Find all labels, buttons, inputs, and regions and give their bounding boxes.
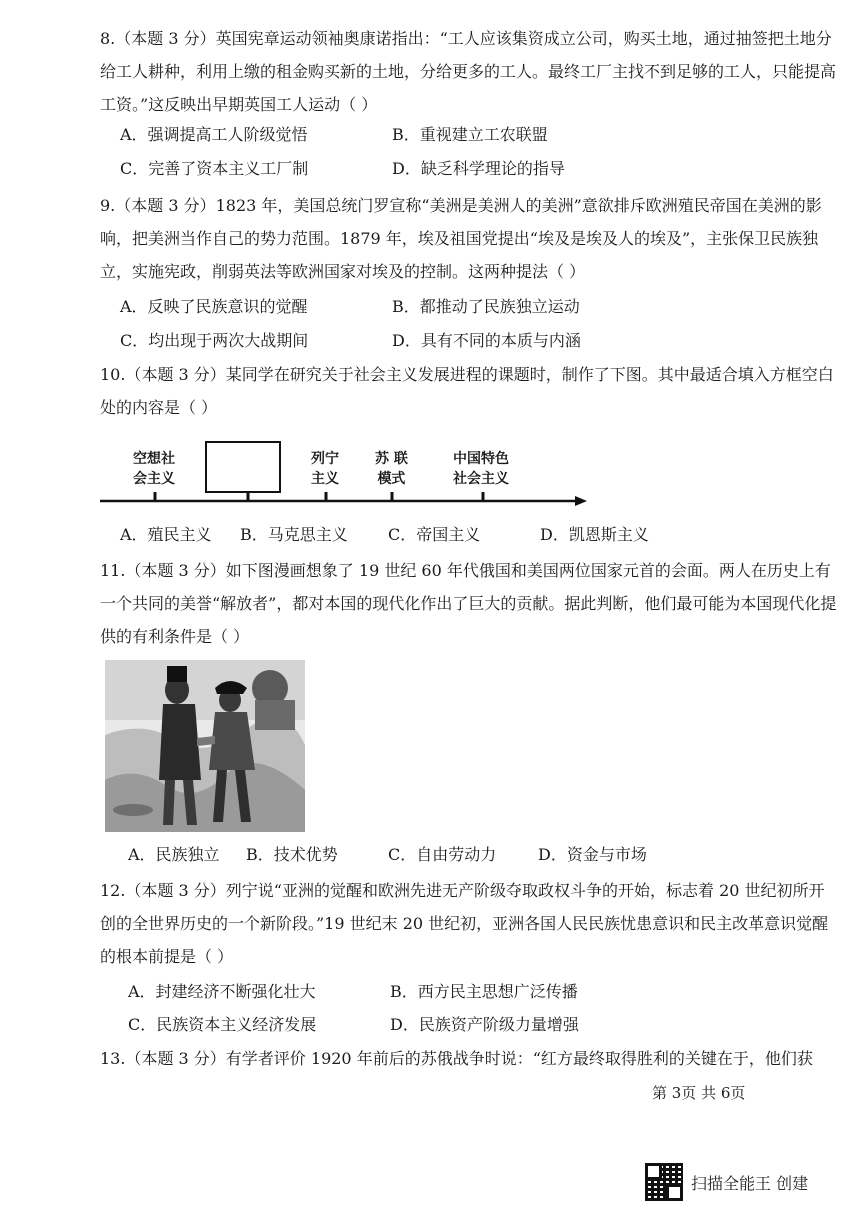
socialism-timeline [100, 440, 590, 510]
timeline-label-leninism: 列宁 主义 [311, 451, 339, 487]
q8-option-d[interactable]: D．缺乏科学理论的指导 [392, 159, 565, 178]
question-11-stem: 11.（本题 3 分）如下图漫画想象了 19 世纪 60 年代俄国和美国两位国家元首的会面。两人在历史上有一个共同的美誉“解放者”，都对本国的现代化作出了巨大的贡献。据此判断，他们最可能为本国现代化提供的有利条件是（ ） [100, 561, 837, 646]
q12-option-b[interactable]: B．西方民主思想广泛传播 [390, 982, 578, 1001]
question-9-stem: 9.（本题 3 分）1823 年，美国总统门罗宣称“美洲是美洲人的美洲”意欲排斥欧洲殖民帝国在美洲的影响，把美洲当作自己的势力范围。1879 年，埃及祖国党提出“埃及是埃及人的埃及”，主张保卫民族独立，实施宪政，削弱英法等欧洲国家对埃及的控制。这两种提法（ ） [100, 196, 822, 281]
timeline-label-soviet-model: 苏 联 模式 [375, 451, 408, 487]
q10-option-b[interactable]: B．马克思主义 [240, 525, 348, 544]
page-number: 第 3页 共 6页 [652, 1084, 746, 1102]
timeline-label-utopian: 空想社 会主义 [133, 451, 175, 487]
question-13-stem: 13.（本题 3 分）有学者评价 1920 年前后的苏俄战争时说：“红方最终取得胜利的关键在于，他们获 [100, 1049, 813, 1068]
question-8-stem: 8.（本题 3 分）英国宪章运动领袖奥康诺指出：“工人应该集资成立公司，购买土地，通过抽签把土地分给工人耕种，利用上缴的租金购买新的土地，分给更多的工人。最终工厂主找不到足够的工人，只能提高工资。”这反映出早期英国工人运动（ ） [100, 29, 837, 114]
scanner-watermark [645, 1163, 808, 1201]
q10-option-d[interactable]: D．凯恩斯主义 [540, 525, 649, 544]
timeline-blank-box[interactable] [206, 442, 280, 492]
q11-option-b[interactable]: B．技术优势 [246, 845, 338, 864]
question-12-stem: 12.（本题 3 分）列宁说“亚洲的觉醒和欧洲先进无产阶级夺取政权斗争的开始，标志着 20 世纪初所开创的全世界历史的一个新阶段。”19 世纪末 20 世纪初，亚洲各国人民民族忧患意识和民主改革意识觉醒的根本前提是（ ） [100, 881, 829, 966]
q8-option-b[interactable]: B．重视建立工农联盟 [392, 125, 548, 144]
q8-option-c[interactable]: C．完善了资本主义工厂制 [120, 159, 309, 178]
q10-option-c[interactable]: C．帝国主义 [388, 525, 481, 544]
q11-option-a[interactable]: A．民族独立 [128, 845, 220, 864]
q11-option-d[interactable]: D．资金与市场 [538, 845, 647, 864]
q9-option-d[interactable]: D．具有不同的本质与内涵 [392, 331, 581, 350]
question-10-stem: 10.（本题 3 分）某同学在研究关于社会主义发展进程的课题时，制作了下图。其中最适合填入方框空白处的内容是（ ） [100, 365, 834, 417]
q9-option-c[interactable]: C．均出现于两次大战期间 [120, 331, 309, 350]
timeline-label-chinese-socialism: 中国特色 社会主义 [453, 451, 509, 487]
qr-code-icon [645, 1163, 683, 1201]
q10-option-a[interactable]: A．殖民主义 [120, 525, 212, 544]
q9-option-a[interactable]: A．反映了民族意识的觉醒 [120, 297, 308, 316]
cartoon-image [105, 660, 305, 832]
q11-option-c[interactable]: C．自由劳动力 [388, 845, 497, 864]
q12-option-a[interactable]: A．封建经济不断强化壮大 [128, 982, 316, 1001]
q12-option-d[interactable]: D．民族资产阶级力量增强 [390, 1015, 579, 1034]
q12-option-c[interactable]: C．民族资本主义经济发展 [128, 1015, 317, 1034]
q9-option-b[interactable]: B．都推动了民族独立运动 [392, 297, 580, 316]
q8-option-a[interactable]: A．强调提高工人阶级觉悟 [120, 125, 308, 144]
scanner-label: 扫描全能王 创建 [691, 1173, 809, 1193]
